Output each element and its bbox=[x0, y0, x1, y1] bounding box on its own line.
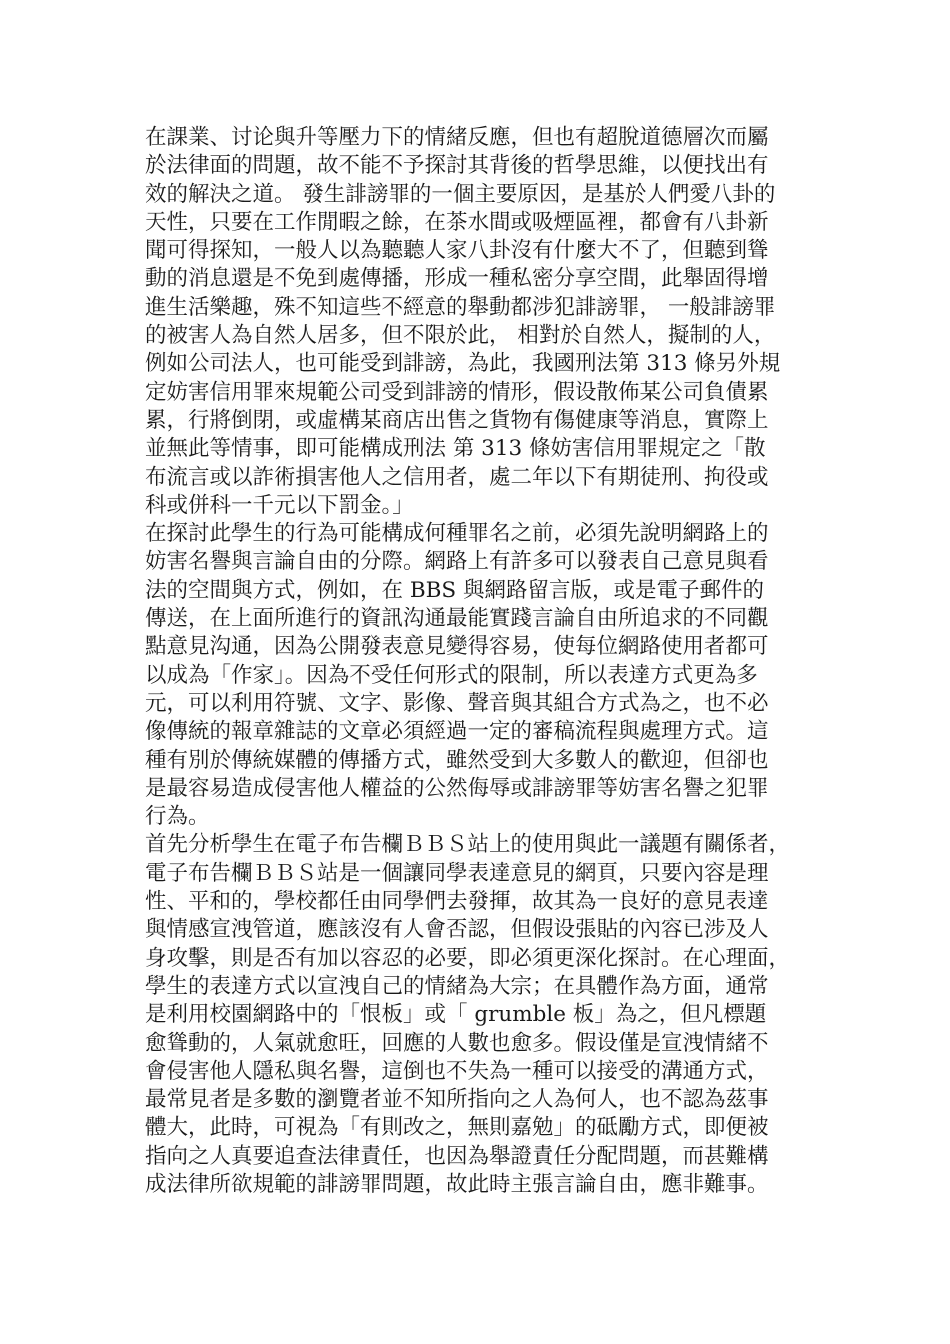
text-line: 並無此等情事，即可能構成刑法 第 313 條妨害信用罪規定之「散 bbox=[145, 436, 766, 462]
text-line: 指向之人真要追查法律責任，也因為舉證責任分配問題，而甚難構 bbox=[145, 1143, 769, 1169]
text-line: 累，行將倒閉，或虛構某商店出售之貨物有傷健康等消息，實際上 bbox=[145, 407, 769, 433]
text-line: 電子布告欄ＢＢＳ站是一個讓同學表達意見的網頁，只要內容是理 bbox=[145, 860, 769, 886]
text-line: 法的空間與方式，例如，在 BBS 與網路留言版，或是電子郵件的 bbox=[145, 577, 764, 603]
text-line: 例如公司法人，也可能受到誹謗，為此，我國刑法第 313 條另外規 bbox=[145, 351, 781, 377]
text-line: 的被害人為自然人居多，但不限於此， 相對於自然人，擬制的人， bbox=[145, 323, 776, 349]
text-line: 最常見者是多數的瀏覽者並不知所指向之人為何人，也不認為茲事 bbox=[145, 1087, 769, 1113]
text-line: 聞可得探知，一般人以為聽聽人家八卦沒有什麼大不了，但聽到聳 bbox=[145, 238, 769, 264]
text-line: 元，可以利用符號、文字、影像、聲音與其組合方式為之，也不必 bbox=[145, 690, 769, 716]
text-line: 愈聳動的，人氣就愈旺，回應的人數也愈多。假设僅是宣洩情緒不 bbox=[145, 1030, 769, 1056]
text-line: 天性，只要在工作閒暇之餘，在茶水間或吸煙區裡，都會有八卦新 bbox=[145, 209, 769, 235]
text-line: 學生的表達方式以宣洩自己的情緒為大宗；在具體作為方面，通常 bbox=[145, 973, 769, 999]
document-body bbox=[145, 124, 810, 1199]
text-line: 性、平和的，學校都任由同學們去發揮，故其為一良好的意見表達 bbox=[145, 889, 769, 915]
text-line: 以成為「作家」。因為不受任何形式的限制，所以表達方式更為多 bbox=[145, 662, 758, 688]
text-line: 在探討此學生的行為可能構成何種罪名之前，必須先說明網路上的 bbox=[145, 521, 769, 547]
text-line: 與情感宣洩管道，應該沒有人會否認，但假设張貼的內容已涉及人 bbox=[145, 917, 769, 943]
text-line: 科或併科一千元以下罰金。」 bbox=[145, 492, 414, 518]
text-line: 動的消息還是不免到處傳播，形成一種私密分享空間，此舉固得增 bbox=[145, 266, 769, 292]
text-line: 首先分析學生在電子布告欄ＢＢＳ站上的使用與此一議題有關係者， bbox=[145, 832, 791, 858]
text-line: 身攻擊，則是否有加以容忍的必要，即必須更深化探討。在心理面， bbox=[145, 945, 791, 971]
text-line: 行為。 bbox=[145, 804, 210, 830]
text-line: 妨害名譽與言論自由的分際。網路上有許多可以發表自己意見與看 bbox=[145, 549, 769, 575]
text-line: 點意見沟通，因為公開發表意見變得容易，使每位網路使用者都可 bbox=[145, 634, 769, 660]
text-line: 效的解決之道。 發生誹謗罪的一個主要原因，是基於人們愛八卦的 bbox=[145, 181, 776, 207]
text-line: 種有別於傳統媒體的傳播方式，雖然受到大多數人的歡迎，但卻也 bbox=[145, 747, 769, 773]
text-line: 像傳統的報章雜誌的文章必須經過一定的審稿流程與處理方式。這 bbox=[145, 719, 769, 745]
text-line: 體大，此時，可視為「有則改之，無則嘉勉」的砥勵方式，即便被 bbox=[145, 1115, 769, 1141]
text-line: 成法律所欲規範的誹謗罪問題，故此時主張言論自由，應非難事。 bbox=[145, 1171, 769, 1197]
text-line: 在課業、讨论與升等壓力下的情緒反應，但也有超脫道德層次而屬 bbox=[145, 125, 769, 150]
text-line: 傳送，在上面所進行的資訊沟通最能實踐言論自由所追求的不同觀 bbox=[145, 606, 769, 632]
text-line: 是最容易造成侵害他人權益的公然侮辱或誹謗罪等妨害名譽之犯罪 bbox=[145, 775, 769, 801]
text-line: 定妨害信用罪來規範公司受到誹謗的情形，假设散佈某公司負債累 bbox=[145, 379, 769, 405]
text-line: 進生活樂趣，殊不知這些不經意的舉動都涉犯誹謗罪， 一般誹謗罪 bbox=[145, 294, 776, 320]
text-line: 於法律面的問題，故不能不予探討其背後的哲學思維，以便找出有 bbox=[145, 153, 769, 179]
text-line: 布流言或以詐術損害他人之信用者，處二年以下有期徒刑、拘役或 bbox=[145, 464, 769, 490]
text-line: 會侵害他人隱私與名譽，這倒也不失為一種可以接受的溝通方式， bbox=[145, 1058, 769, 1084]
text-line: 是利用校園網路中的「恨板」或「 grumble 板」為之，但凡標題 bbox=[145, 1002, 767, 1028]
